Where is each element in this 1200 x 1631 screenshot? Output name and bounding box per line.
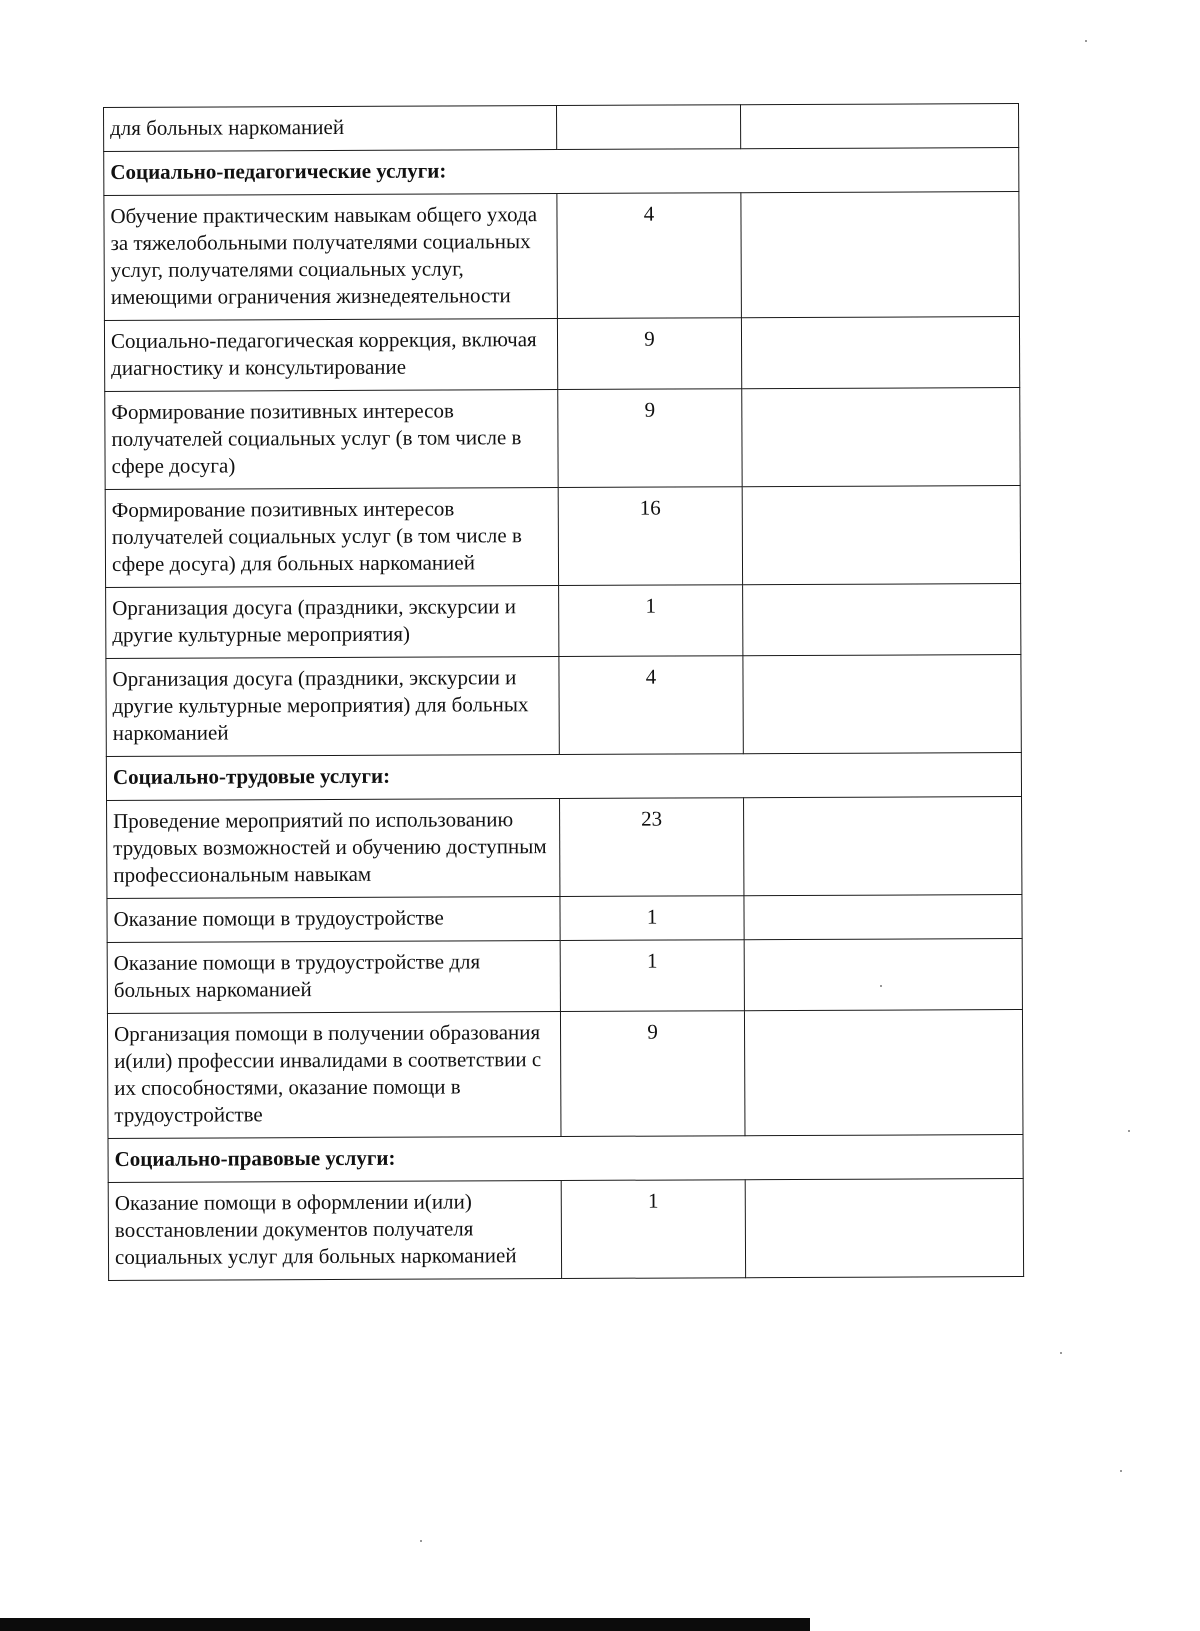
section-heading: Социально-педагогические услуги: [104, 148, 1019, 196]
scan-speck [880, 985, 882, 987]
scan-speck [1085, 40, 1087, 42]
service-extra-cell [744, 1009, 1023, 1135]
service-extra-cell [743, 655, 1021, 754]
scan-speck [1120, 1470, 1122, 1472]
scan-bottom-edge [0, 1618, 810, 1631]
table-row [105, 388, 1020, 490]
table-row [108, 1178, 1023, 1280]
section-row [104, 148, 1019, 196]
service-name-cell: Организация досуга (праздники, экскурсии и другие культурные мероприятия) [106, 586, 559, 659]
service-count-cell: 1 [560, 940, 744, 1012]
service-count-cell: 9 [557, 318, 741, 390]
service-count-cell: 4 [559, 656, 743, 755]
services-table [103, 103, 1024, 1281]
service-count-cell: 9 [558, 389, 742, 488]
table-row [107, 894, 1022, 942]
service-count-cell: 1 [561, 1180, 745, 1279]
service-name-cell: Социально-педагогическая коррекция, включая диагностику и консультирование [104, 319, 557, 392]
service-extra-cell [745, 1178, 1023, 1277]
service-name-cell: Проведение мероприятий по использованию трудовых возможностей и обучению доступным профессиональным навыкам [107, 799, 560, 899]
service-extra-cell [742, 388, 1020, 487]
service-extra-cell [743, 584, 1021, 656]
service-name-cell: Оказание помощи в трудоустройстве [107, 897, 560, 943]
service-name-cell: Формирование позитивных интересов получателей социальных услуг (в том числе в сфере досуга) [105, 390, 558, 490]
section-heading: Социально-правовые услуги: [108, 1134, 1023, 1182]
table-row [107, 1009, 1023, 1138]
service-name-cell: Оказание помощи в трудоустройстве для больных наркоманией [107, 941, 560, 1014]
service-name-cell: Формирование позитивных интересов получателей социальных услуг (в том числе в сфере досуга) для больных наркоманией [105, 488, 558, 588]
service-count-cell: 4 [557, 193, 742, 319]
service-extra-cell [744, 894, 1022, 939]
service-count-cell: 9 [560, 1011, 745, 1137]
service-count-cell: 16 [558, 487, 742, 586]
scan-speck [420, 1540, 422, 1542]
service-name-cell: Организация помощи в получении образования и(или) профессии инвалидами в соответствии с их способностями, оказание помощи в трудоустройстве [107, 1012, 561, 1139]
section-row [108, 1134, 1023, 1182]
service-name-cell: Организация досуга (праздники, экскурсии и другие культурные мероприятия) для больных наркоманией [106, 657, 559, 757]
service-extra-cell [744, 938, 1022, 1010]
services-table-body [104, 104, 1024, 1281]
scan-speck [1128, 1130, 1130, 1132]
scan-speck [1060, 1352, 1062, 1354]
table-row [104, 104, 1019, 152]
section-row [106, 752, 1021, 800]
service-count-cell [556, 105, 740, 150]
table-row [105, 486, 1020, 588]
service-name-cell: для больных наркоманией [104, 106, 557, 152]
service-extra-cell [742, 486, 1020, 585]
section-heading: Социально-трудовые услуги: [106, 752, 1021, 800]
service-count-cell: 1 [560, 896, 744, 941]
service-name-cell: Оказание помощи в оформлении и(или) восстановлении документов получателя социальных услуг для больных наркоманией [108, 1181, 561, 1281]
service-extra-cell [741, 317, 1019, 389]
service-extra-cell [740, 104, 1018, 149]
table-row [106, 584, 1021, 659]
table-row [107, 938, 1022, 1013]
service-extra-cell [744, 796, 1022, 895]
service-name-cell: Обучение практическим навыкам общего ухода за тяжелобольными получателями социальных услуг, получателями социальных услуг, имеющими ограничения жизнедеятельности [104, 194, 558, 321]
table-row [107, 796, 1022, 898]
table-row [104, 317, 1019, 392]
service-extra-cell [741, 192, 1020, 318]
table-row [104, 192, 1020, 321]
service-count-cell: 23 [560, 798, 744, 897]
table-row [106, 655, 1021, 757]
service-count-cell: 1 [559, 585, 743, 657]
